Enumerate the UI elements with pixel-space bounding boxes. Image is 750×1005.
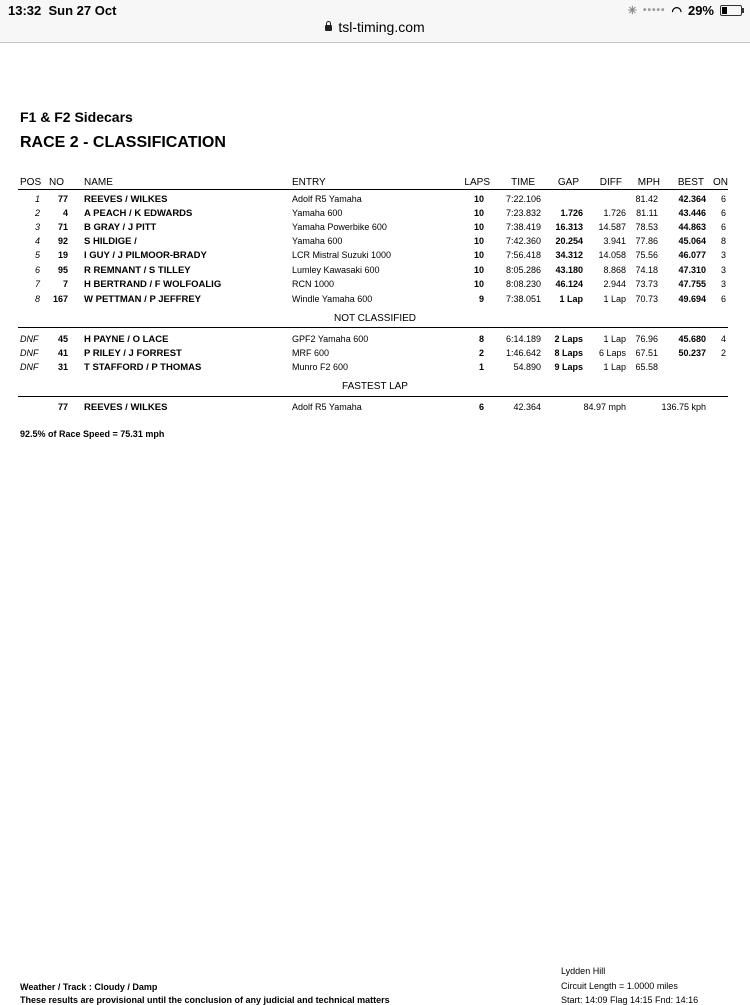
cell-laps: 9: [478, 294, 484, 304]
cell-no: 45: [57, 334, 68, 344]
table-row: [0, 348, 750, 362]
col-pos: POS: [20, 177, 42, 188]
table-row: [0, 279, 750, 293]
provisional-disclaimer: These results are provisional until the conclusion of any judicial and technical matters: [20, 995, 390, 1005]
section-divider: [18, 327, 728, 328]
fastest-lap-number: 6: [478, 402, 484, 412]
cell-no: 31: [57, 362, 68, 372]
cell-gap: 34.312: [555, 250, 583, 260]
cell-pos: 6: [34, 265, 40, 275]
fastest-lap-row: [0, 402, 750, 416]
table-row: [0, 362, 750, 376]
cell-time: 54.890: [513, 362, 541, 372]
cell-on: 2: [720, 348, 726, 358]
cell-name: P RILEY / J FORREST: [84, 348, 182, 359]
url-text: tsl-timing.com: [338, 19, 425, 35]
session-times: Start: 14:09 Flag 14:15 Fnd: 14:16: [561, 995, 699, 1005]
cell-pos: 5: [34, 250, 40, 260]
cell-on: 8: [720, 236, 726, 246]
table-row: [0, 222, 750, 236]
cell-name: REEVES / WILKES: [84, 194, 168, 205]
fastest-no: 77: [57, 402, 68, 412]
cell-diff: 2.944: [603, 279, 626, 289]
cell-on: 6: [720, 222, 726, 232]
cell-no: 77: [57, 194, 68, 204]
cell-laps: 1: [478, 362, 484, 372]
cell-laps: 10: [473, 236, 484, 246]
cell-best: 46.077: [678, 250, 706, 260]
cell-mph: 65.58: [635, 362, 658, 372]
lock-icon: [325, 25, 332, 31]
weather-track: Weather / Track : Cloudy / Damp: [20, 982, 158, 992]
cell-entry: MRF 600: [292, 348, 330, 358]
cell-time: 7:23.832: [505, 208, 541, 218]
cell-gap: 8 Laps: [554, 348, 583, 358]
cell-on: 4: [720, 334, 726, 344]
cell-entry: LCR Mistral Suzuki 1000: [292, 250, 392, 260]
cell-name: I GUY / J PILMOOR-BRADY: [84, 250, 207, 261]
cell-pos: 3: [34, 222, 40, 232]
cell-best: 47.755: [678, 279, 706, 289]
cell-on: 3: [720, 265, 726, 275]
cell-name: R REMNANT / S TILLEY: [84, 265, 191, 276]
cell-gap: 43.180: [555, 265, 583, 275]
status-bar: [0, 0, 750, 43]
wifi-icon: ◠: [671, 3, 682, 18]
cell-on: 6: [720, 208, 726, 218]
cell-laps: 10: [473, 279, 484, 289]
cell-diff: 8.868: [603, 265, 626, 275]
table-row: [0, 334, 750, 348]
cell-no: 71: [57, 222, 68, 232]
cell-entry: Yamaha Powerbike 600: [292, 222, 387, 232]
cell-laps: 10: [473, 250, 484, 260]
cell-no: 19: [57, 250, 68, 260]
table-row: [0, 194, 750, 208]
cell-mph: 70.73: [635, 294, 658, 304]
cell-laps: 10: [473, 222, 484, 232]
battery-percent: 29%: [687, 3, 714, 18]
col-on: ON: [713, 177, 728, 188]
cell-gap: 1 Lap: [559, 294, 583, 304]
cell-pos: DNF: [20, 334, 39, 344]
cell-mph: 78.53: [635, 222, 658, 232]
cell-time: 7:22.106: [505, 194, 541, 204]
cell-diff: 14.587: [598, 222, 626, 232]
cell-best: 45.064: [678, 236, 706, 246]
table-row: [0, 236, 750, 250]
cell-name: T STAFFORD / P THOMAS: [84, 362, 202, 373]
fastest-entry: Adolf R5 Yamaha: [292, 402, 362, 412]
cell-laps: 8: [478, 334, 484, 344]
battery-icon: [720, 5, 742, 16]
cell-no: 7: [62, 279, 68, 289]
page-title: RACE 2 - CLASSIFICATION: [20, 134, 226, 151]
cell-no: 41: [57, 348, 68, 358]
cell-mph: 75.56: [635, 250, 658, 260]
cell-pos: DNF: [20, 348, 39, 358]
cell-diff: 1 Lap: [603, 362, 626, 372]
cell-best: 44.863: [678, 222, 706, 232]
cell-no: 4: [62, 208, 68, 218]
col-entry: ENTRY: [292, 177, 326, 188]
fastest-mph: 84.97 mph: [583, 402, 626, 412]
cell-entry: Yamaha 600: [292, 208, 343, 218]
cell-no: 92: [57, 236, 68, 246]
status-indicators: [628, 3, 742, 18]
address-bar[interactable]: [0, 19, 750, 35]
col-name: NAME: [84, 177, 113, 188]
cell-best: 49.694: [678, 294, 706, 304]
cell-gap: 20.254: [555, 236, 583, 246]
cell-entry: Yamaha 600: [292, 236, 343, 246]
cell-pos: 7: [34, 279, 40, 289]
cell-time: 8:08.230: [505, 279, 541, 289]
col-time: TIME: [511, 177, 535, 188]
cell-laps: 10: [473, 265, 484, 275]
cell-name: W PETTMAN / P JEFFREY: [84, 294, 202, 305]
cell-pos: DNF: [20, 362, 39, 372]
fastest-time: 42.364: [513, 402, 541, 412]
cell-best: 45.680: [678, 334, 706, 344]
table-row: [0, 250, 750, 264]
cell-gap: 16.313: [555, 222, 583, 232]
cell-time: 8:05.286: [505, 265, 541, 275]
cell-time: 7:42.360: [505, 236, 541, 246]
cell-pos: 1: [34, 194, 40, 204]
cell-time: 7:38.051: [505, 294, 541, 304]
event-title: F1 & F2 Sidecars: [20, 109, 133, 125]
cell-pos: 8: [34, 294, 40, 304]
cell-gap: 46.124: [555, 279, 583, 289]
cell-on: 6: [720, 194, 726, 204]
fastest-name: REEVES / WILKES: [84, 402, 168, 413]
cell-pos: 4: [34, 236, 40, 246]
cell-pos: 2: [34, 208, 40, 218]
col-laps: LAPS: [464, 177, 490, 188]
fastest-lap-heading: FASTEST LAP: [342, 381, 408, 392]
table-row: [0, 265, 750, 279]
cell-no: 95: [57, 265, 68, 275]
cell-entry: RCN 1000: [292, 279, 335, 289]
cell-entry: Adolf R5 Yamaha: [292, 194, 362, 204]
cell-on: 6: [720, 294, 726, 304]
cell-mph: 77.86: [635, 236, 658, 246]
cell-diff: 14.058: [598, 250, 626, 260]
cell-on: 3: [720, 279, 726, 289]
cell-name: H PAYNE / O LACE: [84, 334, 169, 345]
header-divider: [18, 189, 728, 190]
cell-mph: 74.18: [635, 265, 658, 275]
fastest-kph: 136.75 kph: [661, 402, 706, 412]
venue-name: Lydden Hill: [561, 966, 606, 976]
not-classified-heading: NOT CLASSIFIED: [333, 313, 417, 324]
status-time: 13:32 Sun 27 Oct: [8, 3, 117, 18]
cell-no: 167: [52, 294, 68, 304]
cell-laps: 2: [478, 348, 484, 358]
cell-mph: 81.11: [636, 208, 658, 218]
col-no: NO: [49, 177, 64, 188]
cell-name: S HILDIGE /: [84, 236, 137, 247]
cell-diff: 6 Laps: [598, 348, 626, 358]
cell-diff: 3.941: [603, 236, 626, 246]
table-row: [0, 294, 750, 308]
cell-on: 3: [720, 250, 726, 260]
cell-entry: GPF2 Yamaha 600: [292, 334, 369, 344]
cell-best: 43.446: [678, 208, 706, 218]
cell-diff: 1 Lap: [603, 294, 626, 304]
cell-gap: 9 Laps: [554, 362, 583, 372]
cell-laps: 10: [473, 194, 484, 204]
cell-laps: 10: [473, 208, 484, 218]
cell-mph: 76.96: [635, 334, 658, 344]
signal-dots-icon: •••••: [642, 5, 666, 16]
cell-diff: 1.726: [603, 208, 626, 218]
cell-mph: 67.51: [635, 348, 658, 358]
cell-gap: 2 Laps: [554, 334, 583, 344]
cell-time: 1:46.642: [505, 348, 541, 358]
cell-time: 6:14.189: [505, 334, 541, 344]
col-diff: DIFF: [599, 177, 622, 188]
cell-name: B GRAY / J PITT: [84, 222, 157, 233]
cell-time: 7:56.418: [505, 250, 541, 260]
race-speed-note: 92.5% of Race Speed = 75.31 mph: [20, 429, 165, 439]
cell-gap: 1.726: [560, 208, 583, 218]
cell-mph: 73.73: [635, 279, 658, 289]
cell-best: 47.310: [678, 265, 706, 275]
loading-icon: ✳: [627, 5, 637, 17]
cell-best: 42.364: [678, 194, 706, 204]
col-mph: MPH: [637, 177, 660, 188]
col-best: BEST: [677, 177, 704, 188]
cell-best: 50.237: [678, 348, 706, 358]
col-gap: GAP: [557, 177, 579, 188]
cell-entry: Windle Yamaha 600: [292, 294, 373, 304]
cell-mph: 81.42: [635, 194, 658, 204]
table-row: [0, 208, 750, 222]
cell-name: H BERTRAND / F WOLFOALIG: [84, 279, 222, 290]
cell-entry: Lumley Kawasaki 600: [292, 265, 380, 275]
cell-time: 7:38.419: [505, 222, 541, 232]
section-divider: [18, 396, 728, 397]
cell-name: A PEACH / K EDWARDS: [84, 208, 193, 219]
cell-entry: Munro F2 600: [292, 362, 349, 372]
circuit-length: Circuit Length = 1.0000 miles: [561, 981, 678, 991]
cell-diff: 1 Lap: [603, 334, 626, 344]
